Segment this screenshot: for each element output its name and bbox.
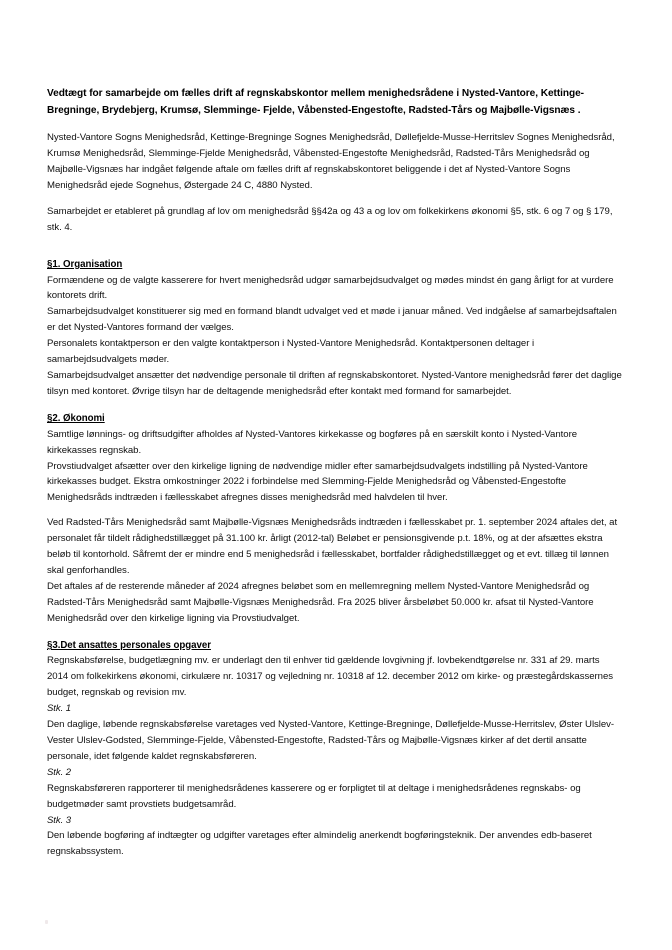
scan-artifact-speck	[45, 920, 48, 924]
subsection-text-stk-1: Den daglige, løbende regnskabsførelse varetages ved Nysted-Vantore, Kettinge-Bregninge, Døllefjelde-Musse-Herritslev, Øster Ulslev-Vester Ulslev-Godsted, Slemminge-Fjelde, Våbensted-Engestofte, Radsted-Tårs og Majbølle-Vigsnæs kirker af det dertil ansatte personale, idet følgende kaldet regnskabsføreren.	[47, 719, 615, 762]
section-heading-3: §3.Det ansattes personales opgaver	[47, 639, 211, 651]
section-1-paragraph-4: Samarbejdsudvalget ansætter det nødvendige personale til driften af regnskabskontoret. Nysted-Vantore menighedsråd fører det daglige tilsyn med kontoret. Øvrige tilsyn har de deltagende menighedsråd efter kontakt med formand for samarbejdet.	[47, 369, 622, 397]
intro-parties-paragraph: Nysted-Vantore Sogns Menighedsråd, Kettinge-Bregninge Sognes Menighedsråd, Døllefjelde-Musse-Herritslev Sognes Menighedsråd, Krumsø Menighedsråd, Slemminge-Fjelde Menighedsråd, Våbensted-Engestofte Menighedsråd, Radsted-Tårs Menighedsråd og Majbølle-Vigsnæs har indgået følgende aftale om fælles drift af regnskabskontoret beliggende i det af Nysted-Vantore Sogns Menighedsråd ejede Sognehus, Østergade 24 C, 4880 Nysted.	[47, 132, 615, 191]
section-1-paragraph-3: Personalets kontaktperson er den valgte kontaktperson i Nysted-Vantore Menighedsråd. Kontaktpersonen deltager i samarbejdsudvalgets møder.	[47, 338, 535, 366]
subsection-label-stk-3: Stk. 3	[47, 814, 72, 826]
section-3-paragraph-1: Regnskabsførelse, budgetlægning mv. er underlagt den til enhver tid gældende lovgivning jf. lovbekendtgørelse nr. 331 af 29. marts 2014 om folkekirkens økonomi, cirkulære nr. 10317 og vejledning nr. 10318 af 12. december 2012 om kirke- og præstegårdskassernes budget, regnskab og revision mv.	[47, 655, 614, 699]
section-personales-opgaver	[47, 627, 623, 861]
section-heading-2: §2. Økonomi	[47, 412, 105, 424]
subsection-label-stk-1: Stk. 1	[47, 703, 72, 715]
document-body	[47, 86, 623, 860]
section-2-paragraph-1: Samtlige lønnings- og driftsudgifter afholdes af Nysted-Vantores kirkekasse og bogføres på en særskilt konto i Nysted-Vantore kirkekasses regnskab.	[47, 428, 578, 456]
intro-legal-basis-paragraph: Samarbejdet er etableret på grundlag af lov om menighedsråd §§42a og 43 a og lov om folkekirkens økonomi §5, stk. 6 og 7 og § 179, stk. 4.	[47, 205, 613, 233]
section-1-paragraph-1: Formændene og de valgte kasserere for hvert menighedsråd udgør samarbejdsudvalget og mødes mindst én gang årligt for at vurdere kontorets drift.	[47, 274, 614, 302]
page-title: Vedtægt for samarbejde om fælles drift af regnskabskontor mellem menighedsrådene i Nysted-Vantore, Kettinge-Bregninge, Brydebjerg, Krumsø, Slemminge- Fjelde, Våbensted-Engestofte, Radsted-Tårs og Majbølle-Vigsnæs .	[47, 88, 584, 116]
paragraph-spacer	[47, 506, 623, 515]
section-heading-1: §1. Organisation	[47, 258, 123, 270]
subsection-label-stk-2: Stk. 2	[47, 766, 72, 778]
section-2-paragraph-2: Provstiudvalget afsætter over den kirkelige ligning de nødvendige midler efter samarbejdsudvalgets indstilling på Nysted-Vantore kirkekasses budget. Ekstra omkostninger 2022 i forbindelse med Slemming-Fjelde Menighedsråd og Våbensted-Engestofte Menighedsråds indtræden i fællesskabet afregnes disses menighedsråd med halvdelen til hver.	[47, 460, 588, 504]
section-2-paragraph-4: Det aftales af de resterende måneder af 2024 afregnes beløbet som en mellemregning mellem Nysted-Vantore Menighedsråd og Radsted-Tårs Menighedsråd samt Majbølle-Vigsnæs Menighedsråd. Fra 2025 bliver årsbeløbet 50.000 kr. afsat til Nysted-Vantore Menighedsråd over den kirkelige ligning via Provstiudvalget.	[47, 580, 594, 624]
section-1-paragraph-2: Samarbejdsudvalget konstituerer sig med en formand blandt udvalget ved et møde i januar måned. Ved indgåelse af samarbejdsaftalen er det Nysted-Vantores formand der vælges.	[47, 306, 617, 334]
subsection-text-stk-3: Den løbende bogføring af indtægter og udgifter varetages efter almindelig anerkendt bogføringsteknik. Der anvendes edb-baseret regnskabssystem.	[47, 830, 592, 858]
section-organisation	[47, 246, 623, 400]
section-oekonomi	[47, 400, 623, 627]
subsection-text-stk-2: Regnskabsføreren rapporterer til menighedsrådenes kasserere og er forpligtet til at deltage i menighedsrådenes regnskabs- og budgetmøder samt provstiets budgetsamråd.	[47, 782, 581, 810]
section-2-paragraph-3: Ved Radsted-Tårs Menighedsråd samt Majbølle-Vigsnæs Menighedsråds indtræden i fællesskabet pr. 1. september 2024 aftales det, at personalet får tildelt rådighedstillægget på 31.100 kr. årligt (2012-tal) Beløbet er pensionsgivende p.t. 18%, og at der afsættes ekstra beløb til kontorhold. Såfremt der er mindre end 5 menighedsråd i fællesskabet, bortfalder rådighedstillægget og et evt. tillæg til lønnen skal genforhandles.	[47, 517, 618, 576]
